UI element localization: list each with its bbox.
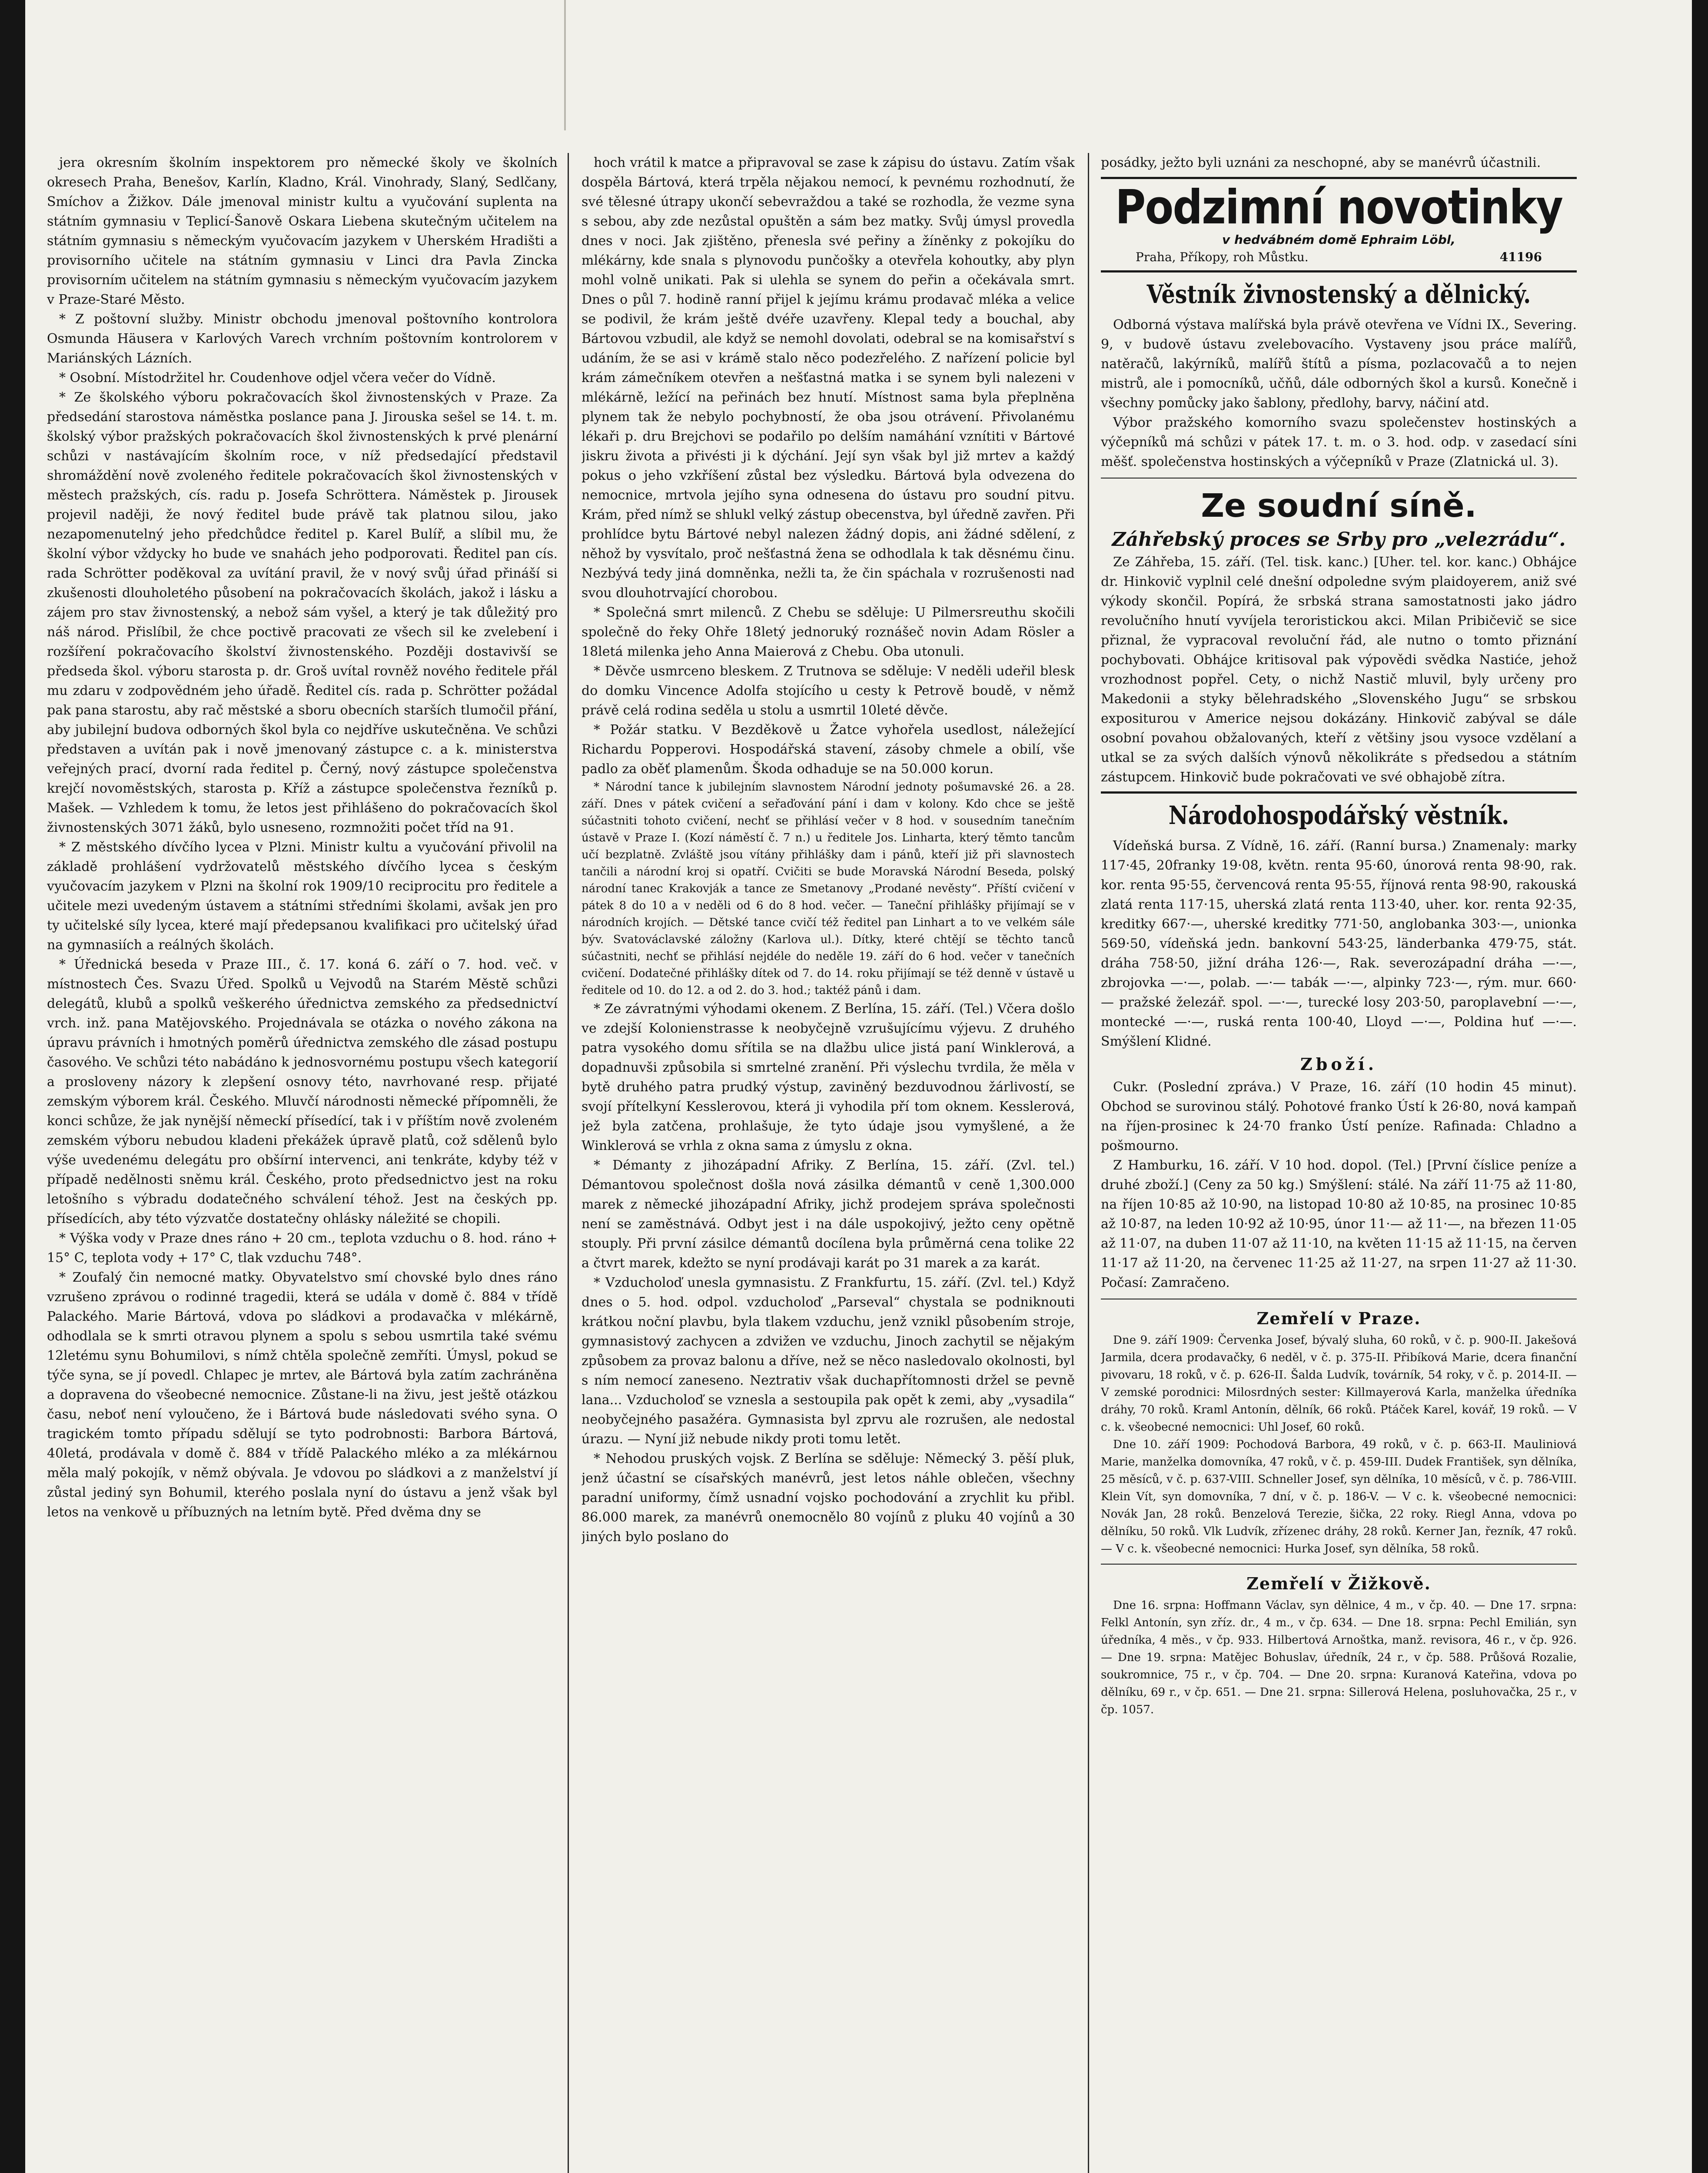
column-divider	[1088, 153, 1089, 2173]
article-paragraph: Vídeňská bursa. Z Vídně, 16. září. (Ranní bursa.) Znamenaly: marky 117·45, 20franky 19·08, květn. renta 95·60, únorová renta 98·90, rak. kor. renta 95·55, červencová renta 95·55, říjnová renta 98·90, rakouská zlatá renta 117·15, uherská zlatá renta 113·40, uher. kor. renta 92·35, kreditky 667·—, uherské kreditky 771·50, anglobanka 303·—, unionka 569·50, vídeňská jedn. bankovní 543·25, länderbanka 479·75, stát. dráha 758·50, jižní dráha 126·—, Rak. severozápadní dráha —·—, zbrojovka —·—, polab. —·— tabák —·—, alpinky 723·—, rým. mur. 660·— pražské železář. spol. —·—, turecké losy 203·50, paroplavební —·—, montecké —·—, ruská renta 100·40, Lloyd —·—, Poldina huť —·—. Smýšlení Klidné.	[1101, 838, 1577, 1049]
article-paragraph: * Nehodou pruských vojsk. Z Berlína se sděluje: Německý 3. pěší pluk, jenž účastní se císařských manévrů, jest letos náhle oblečen, všechny paradní uniformy, čímž usnadní vojsko pochodování a zrychlit ku přibl. 86.000 marek, za manévrů onemocnělo 80 vojínů z pluku 40 vojínů a 30 jiných bylo poslano do	[582, 1451, 1075, 1545]
section-heading: Zemřelí v Žižkově.	[1246, 1574, 1431, 1593]
rule	[1101, 270, 1577, 272]
death-notice: Dne 10. září 1909: Pochodová Barbora, 49 roků, v č. p. 663-II. Mauliniová Marie, manželka domovníka, 47 roků, v č. p. 459-III. Dudek František, syn dělníka, 25 měsíců, v č. p. 637-VIII. Schneller Josef, syn dělníka, 10 měsíců, v č. p. 786-VIII. Klein Vít, syn domovníka, 7 dní, v č. p. 186-V. — V c. k. všeobecné nemocnici: Novák Jan, 28 roků. Benzelová Terezie, šička, 22 roky. Riegl Anna, vdova po dělníku, 50 roků. Vlk Ludvík, zřízenec dráhy, 28 roků. Kerner Jan, řezník, 47 roků. — V c. k. všeobecné nemocnici: Hurka Josef, syn dělníka, 58 roků.	[1101, 1438, 1577, 1555]
article-paragraph: * Ze závratnými výhodami okenem. Z Berlína, 15. září. (Tel.) Včera došlo ve zdejší Kolonienstrasse k neobyčejně vzrušujícímu výjevu. Z druhého patra vysokého domu sřítila se na dlažbu ulice jistá paní Winklerová, a dopadnuvši způsobila si smrtelné zranění. Při výslechu tvrdila, že měla v bytě druhého patra prudký výstup, zaviněný bezduvodnou žárlivostí, se svojí přítelkyní Kesslerovou, která ji vyhodila pří tom oknem. Kesslerová, jež byla zatčena, prohlašuje, že tyto údaje jsou vymyšlené, a že Winklerová se vrhla z okna sama z úmyslu z okna.	[582, 1001, 1075, 1153]
article-paragraph: hoch vrátil k matce a připravoval se zase k zápisu do ústavu. Zatím však dospěla Bártová, která trpěla nějakou nemocí, k pevnému rozhodnutí, že své tělesné útrapy ukončí sebevraždou a také se rozhodla, že vezme syna s sebou, aby zde nezůstal opuštěn a sám bez matky. Svůj úmysl provedla dnes v noci. Jak zjištěno, přenesla své peřiny a žíněnky z pokojíku do mlékárny, kde snala s plynovodu punčošky a otevřela kohoutky, aby plyn mohl volně unikati. Pak si ulehla se synem do peřin a očekávala smrt. Dnes o půl 7. hodině ranní přijel k jejímu krámu prodavač mléka a velice se podivil, že krám ještě dvéře uzavřeny. Klepal tedy a bouchal, aby Bártovou vzbudil, ale když se nemohl dovolati, odebral se na komisařství s udáním, že se asi v krámě stalo něco podezřelého. Z nařízení policie byl krám zámečníkem otevřen a nešťastná matka i se synem byli nalezeni v mlékárně, ležící na peřinách bez hnutí. Místnost sama byla přeplněna plynem tak že nebylo pochybností, že oba jsou otrávení. Přivolanému lékaři p. dru Brejchovi se podařilo po delším namáhání vznítiti v Bártové jiskru života a přivésti ji k dýchání. Její syn však byl již mrtev a každý pokus o jeho vzkříšení zůstal bez výsledku. Bártová byla odvezena do nemocnice, mrtvola jejího syna odnesena do ústavu pro soudní pitvu. Krám, před nímž se shlukl velký zástup obecenstva, byl úředně zavřen. Při prohlídce bytu Bártové nebyl nalezen žádný dopis, ani žádné sdělení, z něhož by vysvítalo, proč nešťastná žena se odhodlala k tak děsnému činu. Nezbývá tedy jiná domněnka, nežli ta, že čin spáchala v rozrušenosti nad svou dlouhotrvající chorobou.	[582, 155, 1075, 601]
rule	[1101, 177, 1577, 179]
article-paragraph: * Požár statku. V Bezděkově u Žatce vyhořela usedlost, náležející Richardu Popperovi. Hospodářská stavení, zásoby chmele a obilí, vše padlo za oběť plamenům. Škoda odhaduje se na 50.000 korun.	[582, 722, 1075, 777]
ad-address: Praha, Příkopy, roh Můstku.	[1136, 250, 1309, 264]
section-heading: Ze soudní síně.	[1201, 487, 1477, 525]
page-fold-mark	[564, 0, 566, 130]
column-left	[47, 153, 558, 2173]
ad-address-line	[1101, 249, 1577, 266]
column-middle	[582, 153, 1075, 2173]
article-paragraph: * Výška vody v Praze dnes ráno + 20 cm., teplota vzduchu o 8. hod. ráno + 15° C, teplota vody + 17° C, tlak vzduchu 748°.	[47, 1231, 558, 1266]
rule	[1101, 791, 1577, 794]
newspaper-page	[25, 0, 1692, 2173]
article-paragraph: * Osobní. Místodržitel hr. Coudenhove odjel včera večer do Vídně.	[59, 370, 496, 385]
article-paragraph: * Z městského dívčího lycea v Plzni. Ministr kultu a vyučování přivolil na základě prohlášení vydržovatelů městského dívčího lycea s českým vyučovacím jazykem v Plzni na školní rok 1909/10 reciprocitu pro ředitele a učitele mezi uvedeným ústavem a státními středními školami, avšak jen pro ty učitelské síly lycea, které mají předepsanou kvalifikaci pro učitelský úřad na gymnasiích a reálných školách.	[47, 840, 558, 953]
advertisement	[1101, 180, 1577, 266]
article-paragraph: * Společná smrt milenců. Z Chebu se sděluje: U Pilmersreuthu skočili společně do řeky Ohře 18letý jednoruký roznášeč novin Adam Rösler a 18letá milenka jeho Anna Maierová z Chebu. Oba utonuli.	[582, 605, 1075, 659]
article-paragraph: * Ze školského výboru pokračovacích škol živnostenských v Praze. Za předsedání starostova náměstka poslance pana J. Jirouska sešel se 14. t. m. školský výbor pražských pokračovacích škol živnostenských k prvé plenární schůzi v nastávajícím školním roce, v níž předsedající představil shromáždění nově zvoleného ředitele pokračovacích škol živnostenských v městech pražských, cís. radu p. Josefa Schröttera. Náměstek p. Jirousek projevil naději, že nový ředitel bude právě tak platnou silou, jako nezapomenutelný jeho předchůdce ředitel p. Karel Bulíř, a slíbil mu, že školní výbor vždycky ho bude ve snahách jeho podporovati. Ředitel pan cís. rada Schrötter poděkoval za uvítání pravil, že v nový svůj úřad přináší si zkušenosti dlouholetého působení na pokračovacích školách, jakož i lásku a zájem pro stav živnostenský, a nebož sám vyšel, a který je tak důležitý pro náš národ. Přislíbil, že chce poctivě pracovati ze všech sil ke zvelebení i rozšíření pokračovacího školství živnostenského. Později dostavivší se předseda škol. výboru starosta p. dr. Groš uvítal rovněž nového ředitele přál mu zdaru v zodpovědném jeho úřadě. Ředitel cís. rada p. Schrötter požádal pak pana starostu, aby rač městské a sboru obecních starších tlumočil přání, aby jubilejní budova odborných škol byla co nejdříve uskutečněna. Ve schůzi představen a uvítán pak i nově jmenovaný zástupce c. a k. ministerstva veřejných prací, dvorní rada ředitel p. Černý, nový zástupce společenstva krejčí novoměstských, starosta p. Kříž a zástupce společenstva řezníků p. Mašek. — Vzhledem k tomu, že letos jest přihlášeno do pokračovacích škol živnostenských 3071 žáků, bylo usneseno, rozmnožiti počet tříd na 91.	[47, 390, 558, 835]
article-paragraph: Odborná výstava malířská byla právě otevřena ve Vídni IX., Severing. 9, v budově ústavu zvelebovacího. Vystaveny jsou práce malířů, natěračů, lakýrníků, malířů štítů a písma, pozlacovačů a to nejen mistrů, ale i pomocníků, učňů, dále odborných škol a kursů. Konečně i všechny pomůcky jako šablony, předlohy, barvy, náčiní atd.	[1101, 317, 1577, 411]
article-paragraph: * Národní tance k jubilejním slavnostem Národní jednoty pošumavské 26. a 28. září. Dnes v pátek cvičení a seřaďování pání i dam v kolony. Kdo chce se ještě súčastniti tohoto cvičení, nechť se přihlásí večer v 8 hod. v sousedním tanečním ústavě v Praze I. (Kozí náměstí č. 7 n.) u ředitele Jos. Linharta, který těmto tancům učí bezplatně. Zvláště jsou vítány přihlášky dam i pánů, kteří již při slavnostech tančili a národní kroj si opatří. Cvičiti se bude Moravská Národní Beseda, polský národní tanec Krakovják a tance ze Smetanovy „Prodané nevěsty“. Příští cvičení v pátek 8 do 10 a v neděli od 6 do 8 hod. večer. — Taneční přihlášky přijímají se v národních krojích. — Dětské tance cvičí též ředitel pan Linhart a to ve velkém sále býv. Svatováclavské záložny (Karlova ul.). Dítky, které chtějí se těchto tanců súčastniti, nechť se přihlásí nejdéle do neděle 19. září do 6 hod. večer v tanečních cvičení. Dodatečné přihlášky dítek od 7. do 14. roku přijímají se též denně v ústavě u ředitele od 10. do 12. a od 2. do 3. hod.; taktéž pánů i dam.	[582, 781, 1075, 997]
rule	[1101, 1564, 1577, 1565]
article-paragraph: * Démanty z jihozápadní Afriky. Z Berlína, 15. září. (Zvl. tel.) Démantovou společnost došla nová zásilka démantů v ceně 1,300.000 marek z německé jihozápadní Afriky, jichž prodejem správa společnosti není se zaměstnává. Odbyt jest i na dále uspokojivý, ježto ceny opětně stouply. Při první zásilce démantů docílena byla průměrná cena tolike 22 a čtvrt marek, kdežto se nyní prodávaji karát po 31 marek a za karát.	[582, 1158, 1075, 1271]
article-paragraph: * Děvče usmrceno bleskem. Z Trutnova se sděluje: V neděli udeřil blesk do domku Vincence Adolfa stojícího u cesty k Petrově boudě, v němž právě celá rodina seděla u stolu a usmrtil 10leté děvče.	[582, 664, 1075, 718]
article-paragraph: * Vzducholoď unesla gymnasistu. Z Frankfurtu, 15. září. (Zvl. tel.) Když dnes o 5. hod. odpol. vzducholoď „Parseval“ chystala se podniknouti krátkou noční plavbu, byla tlakem vzduchu, jenž vznikl působením stroje, gymnasistový zachycen a zdvižen ve vzduchu, Jinoch zachytil se nějakým způsobem za provaz balonu a dříve, než se něco nasledovalo okolnosti, byl s ním nemocí zaneseno. Neztrativ však duchapřítomnosti držel se pevně lana... Vzducholoď se vznesla a sestoupila pak opět k zemi, aby „vysadila“ neobyčejného pasažéra. Gymnasista byl zprvu ale rozrušen, ale nedostal úrazu. — Nyní již nebude nikdy proti tomu letět.	[582, 1275, 1075, 1447]
article-paragraph: Z Hamburku, 16. září. V 10 hod. dopol. (Tel.) [První číslice peníze a druhé zboží.] (Ceny za 50 kg.) Smýšlení: stálé. Na září 11·75 až 11·80, na říjen 10·85 až 10·90, na listopad 10·80 až 10·85, na prosinec 10·85 až 10·87, na leden 10·92 až 10·95, únor 11·— až 11·—, na březen 11·05 až 11·07, na duben 11·07 až 11·10, na květen 11·15 až 11·15, na červen 11·17 až 11·20, na červenec 11·25 až 11·27, na srpen 11·27 až 11·30. Počasí: Zamračeno.	[1101, 1158, 1577, 1290]
article-paragraph: * Zoufalý čin nemocné matky. Obyvatelstvo smí chovské bylo dnes ráno vzrušeno zprávou o rodinné tragedii, která se udála v domě č. 884 v třídě Palackého. Marie Bártová, vdova po sládkovi a prodavačka v mlékárně, odhodlala se k smrti otravou plynem a spolu s sebou usmrtila také svému 12letému synu Bohumilovi, s nímž chtěla společně zemříti. Úmysl, pokud se týče syna, se jí povedl. Chlapec je mrtev, ale Bártová byla zatím zachráněna a dopravena do všeobecné nemocnice. Zůstane-li na živu, jest ještě otázkou času, neboť není vyloučeno, že i Bártová bude následovati svého syna. O tragickém tomto případu sdělují se tyto podrobnosti: Barbora Bártová, 40letá, prodávala v domě č. 884 v třídě Palackého mléko a za mlékárnou měla malý pokojík, v němž obývala. Je vdovou po sládkovi a z manželství jí zůstal jediný syn Bohumil, kterého poslala nyní do ústavu a jenž však byl letos na venkově u příbuzných na letním bytě. Před dvěma dny se	[47, 1270, 558, 1520]
article-paragraph: Cukr. (Poslední zpráva.) V Praze, 16. září (10 hodin 45 minut). Obchod se surovinou stálý. Pohotové franko Ústí k 26·80, nová kampaň na říjen-prosinec k 24·70 franko Ústí peníze. Rafinada: Chladno a pošmourno.	[1101, 1080, 1577, 1153]
death-notice: Dne 16. srpna: Hoffmann Václav, syn dělnice, 4 m., v čp. 40. — Dne 17. srpna: Felkl Antonín, syn zříz. dr., 4 m., v čp. 634. — Dne 18. srpna: Pechl Emilián, syn úředníka, 4 měs., v čp. 933. Hilbertová Arnoštka, manž. revisora, 46 r., v čp. 926. — Dne 19. srpna: Matějec Bohuslav, úředník, 24 r., v čp. 588. Průšová Rozalie, soukromnice, 75 r., v čp. 704. — Dne 20. srpna: Kuranová Kateřina, vdova po dělníku, 69 r., v čp. 651. — Dne 21. srpna: Sillerová Helena, posluhovačka, 25 r., v čp. 1057.	[1101, 1599, 1577, 1716]
article-paragraph: * Úřednická beseda v Praze III., č. 17. koná 6. září o 7. hod. več. v místnostech Čes. Svazu Úřed. Spolků u Vejvodů na Starém Městě schůzi delegátů, klubů a spolků veškerého úřednictva zemského za předsednictví vrch. inž. pana Matějovského. Projednávala se otázka o nového zákona na úpravu právních i hmotných poměrů úřednictva zemského dle zásad postupu časového. Ve schůzi této nabádáno k jednosvornému postupu všech kategorií a prosloveny názory k zlepšení osnovy této, navrhované resp. přijaté zemským výborem král. Českého. Mluvčí národnosti německé přípomněli, že konci schůze, že jak nynější německí přísedící, tak i v příštím nově zvoleném zemském výboru nebudou kladeni překážek úpravě platů, což sdělenů bylo výše uvedenému delegátu pro obšírní intervenci, ani tenkráte, kdyby též v případě nedělnosti sněmu král. Českého, proto předsednictvo jest na roku letošního s výbradu dodatečného schválení téhož. Jest na českých pp. přísedících, aby této výzvatče dostatečny ohlásky náležité se chopili.	[47, 957, 558, 1226]
ad-subtitle: v hedvábném domě Ephraim Löbl,	[1222, 233, 1455, 247]
article-paragraph: Výbor pražského komorního svazu společenstev hostinských a výčepníků má schůzi v pátek 17. t. m. o 3. hod. odp. v zasedací síni měšť. společenstva hostinských a výčepníků v Praze (Zlatnická ul. 3).	[1101, 415, 1577, 469]
column-divider	[568, 153, 569, 2173]
section-heading: Zemřelí v Praze.	[1256, 1309, 1421, 1328]
column-right	[1101, 153, 1577, 2173]
death-notice: Dne 9. září 1909: Červenka Josef, bývalý sluha, 60 roků, v č. p. 900-II. Jakešová Jarmila, dcera prodavačky, 6 neděl, v č. p. 375-II. Přibíková Marie, dcera finanční pivovaru, 18 roků, v č. p. 626-II. Šalda Ludvík, továrník, 54 roky, v č. p. 2014-II. — V zemské porodnici: Milosrdných sester: Killmayerová Karla, manželka úředníka dráhy, 70 roků. Kraml Antonín, dělník, 66 roků. Ptáček Karel, kovář, 19 roků. — V c. k. všeobecné nemocnici: Uhl Josef, 60 roků.	[1101, 1334, 1577, 1434]
article-paragraph: posádky, ježto byli uznáni za neschopné, aby se manévrů účastnili.	[1101, 155, 1541, 170]
section-heading: Národohospodářský věstník.	[1168, 801, 1509, 830]
ad-title: Podzimní novotinky	[1115, 180, 1562, 235]
section-subheading: Záhřebský proces se Srby pro „velezrádu“.	[1112, 528, 1566, 551]
ad-code: 41196	[1499, 250, 1542, 264]
article-paragraph: jera okresním školním inspektorem pro německé školy ve školních okresech Praha, Benešov, Karlín, Kladno, Král. Vinohrady, Slaný, Sedlčany, Smíchov a Žižkov. Dále jmenoval ministr kultu a vyučování suplenta na státním gymnasiu v Teplicí-Šanově Oskara Liebena skutečným učitelem na státním gymnasiu s německým vyučovacím jazykem v Uherském Hradišti a provisorního učitele na státním gymnasiu v Linci dra Pavla Zincka provisorním učitelem na státním gymnasiu s německým vyučovacím jazykem v Praze-Staré Město.	[47, 155, 558, 307]
article-paragraph: Ze Záhřeba, 15. září. (Tel. tisk. kanc.) [Uher. tel. kor. kanc.) Obhájce dr. Hinkovič vyplnil celé dnešní odpoledne svým plaidoyerem, aniž své výkody skončil. Popírá, že srbská strana samostatnosti jako jádro revolučního hnutí vyvíjela teroristickou akci. Milan Pribičevič se sice přiznal, že vypracoval revoluční řád, ale nutno o tomto přiznání pochybovati. Obhájce kritisoval pak výpovědi svědka Nastiće, jehož vrozhodnost popřel. Cety, o nichž Nastič mluvil, byly určeny pro Makedonii a styky bělehradského „Slovenského Jugu“ se srbskou expositurou v Americe nejsou dokázány. Hinkovič zabýval se dále osobní povahou obžalovaných, kteří z většiny jsou vysoce vzdělaní a utkal se za svých dalších výnovů několikráte s předsedou a státním zástupcem. Hinkovič bude pokračovati ve své obhajobě zítra.	[1101, 555, 1577, 785]
article-paragraph: * Z poštovní služby. Ministr obchodu jmenoval poštovního kontrolora Osmunda Häusera v Karlových Varech vrchním poštovním kontrolorem v Mariánských Lázních.	[47, 312, 558, 366]
section-heading: Věstník živnostenský a dělnický.	[1146, 279, 1531, 309]
section-heading: Zboží.	[1300, 1054, 1377, 1074]
